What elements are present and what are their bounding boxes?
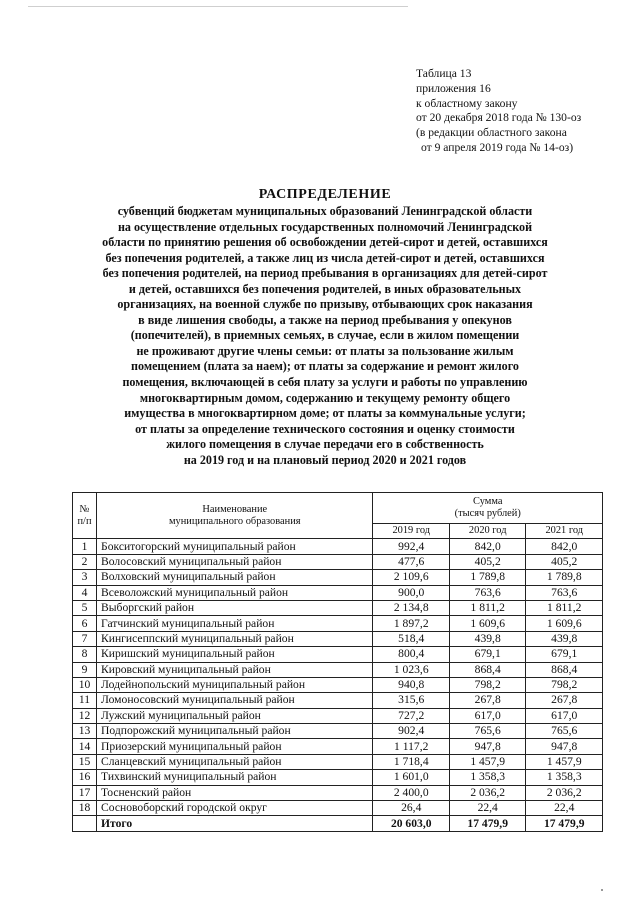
row-number: 13 [73,724,97,739]
subtitle-line: помещения, включающей в себя плату за услуги и работы по управлению [122,375,528,390]
amount-2020: 405,2 [449,554,525,569]
annex-line: приложения 16 [416,81,491,95]
amount-2020: 1 811,2 [449,600,525,615]
amount-2020: 2 036,2 [449,785,525,800]
row-number: 6 [73,616,97,631]
municipality-name: Кингисеппский муниципальный район [97,631,373,646]
row-number: 11 [73,693,97,708]
municipality-name: Подпорожский муниципальный район [97,724,373,739]
row-number: 18 [73,801,97,816]
municipality-name: Кировский муниципальный район [97,662,373,677]
municipality-name: Волосовский муниципальный район [97,554,373,569]
amount-2021: 267,8 [526,693,603,708]
subtitle-line: организациях, на военной службе по призыву, отбывающих срок наказания [117,297,533,312]
amount-2021: 22,4 [526,801,603,816]
municipality-name: Тосненский район [97,785,373,800]
table-row [73,554,603,569]
annex-line: (в редакции областного закона [416,126,567,140]
annex-line: Таблица 13 [416,67,472,80]
amount-2021: 679,1 [526,647,603,662]
subtitle-line: и детей, оставшихся без попечения родителей, в иных образовательных [128,281,522,296]
table-row [73,570,603,585]
row-number: 1 [73,539,97,554]
distribution-table [72,492,603,832]
amount-2019: 315,6 [373,693,449,708]
total-2020: 17 479,9 [449,816,525,831]
row-number: 12 [73,708,97,723]
header-sum [373,493,603,524]
document-title: РАСПРЕДЕЛЕНИЕ [258,187,392,202]
amount-2019: 477,6 [373,554,449,569]
document-subtitle [60,204,590,468]
amount-2020: 842,0 [449,539,525,554]
amount-2019: 1 718,4 [373,754,449,769]
subtitle-line: многоквартирным домом, содержанию и текущему ремонту общего [139,390,511,405]
subtitle-line: области по принятию решения об освобождении детей-сирот и детей, оставшихся [102,235,548,250]
subtitle-line: от платы за определение технического состояния и оценку стоимости [135,421,515,436]
header-number-line: № [79,503,90,515]
amount-2020: 763,6 [449,585,525,600]
amount-2019: 902,4 [373,724,449,739]
table-row [73,585,603,600]
row-number: 4 [73,585,97,600]
table-row [73,616,603,631]
amount-2020: 617,0 [449,708,525,723]
amount-2021: 947,8 [526,739,603,754]
header-number [73,493,97,539]
table-row [73,539,603,554]
municipality-name: Гатчинский муниципальный район [97,616,373,631]
municipality-name: Бокситогорский муниципальный район [97,539,373,554]
amount-2019: 2 400,0 [373,785,449,800]
municipality-name: Лужский муниципальный район [97,708,373,723]
amount-2019: 1 601,0 [373,770,449,785]
row-number: 8 [73,647,97,662]
amount-2020: 1 457,9 [449,754,525,769]
amount-2021: 868,4 [526,662,603,677]
amount-2021: 842,0 [526,539,603,554]
amount-2020: 679,1 [449,647,525,662]
row-number: 17 [73,785,97,800]
municipality-name: Лодейнопольский муниципальный район [97,677,373,692]
amount-2020: 439,8 [449,631,525,646]
header-name-line: муниципального образования [168,515,301,527]
amount-2021: 765,6 [526,724,603,739]
row-number: 14 [73,739,97,754]
row-number: 3 [73,570,97,585]
subtitle-line: в виде лишения свободы, а также на период пребывания у опекунов [138,312,512,327]
subtitle-line: помещением (плата за наем); от платы за содержание и ремонт жилого [131,359,519,374]
header-number-line: п/п [77,515,92,527]
table-row [73,647,603,662]
amount-2019: 2 109,6 [373,570,449,585]
amount-2019: 992,4 [373,539,449,554]
subtitle-line: не проживают другие члены семьи: от платы за пользование жилым [136,343,514,358]
amount-2019: 940,8 [373,677,449,692]
amount-2021: 617,0 [526,708,603,723]
municipality-name: Волховский муниципальный район [97,570,373,585]
amount-2019: 1 023,6 [373,662,449,677]
amount-2019: 1 117,2 [373,739,449,754]
subtitle-line: без попечения родителей, а также лиц из числа детей-сирот и детей, оставшихся [105,250,545,265]
row-number: 16 [73,770,97,785]
amount-2019: 727,2 [373,708,449,723]
header-sum-line: (тысяч рублей) [454,508,521,519]
subtitle-line: субвенций бюджетам муниципальных образований Ленинградской области [117,204,533,218]
municipality-name: Киришский муниципальный район [97,647,373,662]
row-number: 5 [73,600,97,615]
header-year-2019: 2019 год [373,524,449,539]
top-rule [28,6,408,7]
row-number: 10 [73,677,97,692]
row-number: 7 [73,631,97,646]
total-2021: 17 479,9 [526,816,603,831]
table-row [73,677,603,692]
table-row [73,785,603,800]
amount-2020: 267,8 [449,693,525,708]
table-row [73,739,603,754]
amount-2020: 1 789,8 [449,570,525,585]
municipality-name: Всеволожский муниципальный район [97,585,373,600]
table-row [73,631,603,646]
header-year-2021: 2021 год [526,524,603,539]
amount-2019: 900,0 [373,585,449,600]
annex-line: к областному закону [416,96,518,110]
table-row [73,754,603,769]
table-row [73,662,603,677]
annex-line: от 20 декабря 2018 года № 130-оз [416,111,582,125]
row-number: 2 [73,554,97,569]
row-number: 9 [73,662,97,677]
table-row [73,770,603,785]
subtitle-line: на 2019 год и на плановый период 2020 и 2021 годов [183,452,467,467]
subtitle-line: на осуществление отдельных государственных полномочий Ленинградской [117,219,533,234]
total-row [73,816,603,831]
total-number-cell [73,816,97,831]
amount-2021: 1 609,6 [526,616,603,631]
amount-2019: 800,4 [373,647,449,662]
header-sum-line: Сумма [473,496,503,507]
amount-2019: 26,4 [373,801,449,816]
amount-2021: 2 036,2 [526,785,603,800]
amount-2020: 22,4 [449,801,525,816]
table-row [73,708,603,723]
total-label: Итого [97,816,373,831]
total-2019: 20 603,0 [373,816,449,831]
municipality-name: Сланцевский муниципальный район [97,754,373,769]
municipality-name: Ломоносовский муниципальный район [97,693,373,708]
amount-2020: 1 358,3 [449,770,525,785]
subtitle-line: без попечения родителей, на период пребывания в организациях для детей-сирот [102,266,548,281]
amount-2021: 798,2 [526,677,603,692]
amount-2019: 1 897,2 [373,616,449,631]
amount-2019: 518,4 [373,631,449,646]
amount-2020: 868,4 [449,662,525,677]
amount-2019: 2 134,8 [373,600,449,615]
annex-line: от 9 апреля 2019 года № 14-оз) [421,140,574,154]
subtitle-line: жилого помещения в случае передачи его в собственность [166,437,484,452]
row-number: 15 [73,754,97,769]
subtitle-line: (попечителей), в приемных семьях, в случае, если в жилом помещении [130,328,520,343]
amount-2021: 405,2 [526,554,603,569]
municipality-name: Сосновоборский городской округ [97,801,373,816]
municipality-name: Приозерский муниципальный район [97,739,373,754]
amount-2021: 439,8 [526,631,603,646]
amount-2021: 1 457,9 [526,754,603,769]
amount-2020: 947,8 [449,739,525,754]
amount-2021: 1 811,2 [526,600,603,615]
header-name-line: Наименование [202,503,268,515]
amount-2020: 765,6 [449,724,525,739]
municipality-name: Тихвинский муниципальный район [97,770,373,785]
amount-2020: 798,2 [449,677,525,692]
table-row [73,801,603,816]
header-name [97,493,373,539]
header-year-2020: 2020 год [449,524,525,539]
amount-2021: 1 789,8 [526,570,603,585]
amount-2021: 1 358,3 [526,770,603,785]
annex-reference [416,67,581,156]
scan-speck [601,889,603,891]
subtitle-line: имущества в многоквартирном доме; от платы за коммунальные услуги; [124,406,526,421]
table-row [73,724,603,739]
table-row [73,693,603,708]
table-row [73,600,603,615]
municipality-name: Выборгский район [97,600,373,615]
amount-2021: 763,6 [526,585,603,600]
amount-2020: 1 609,6 [449,616,525,631]
